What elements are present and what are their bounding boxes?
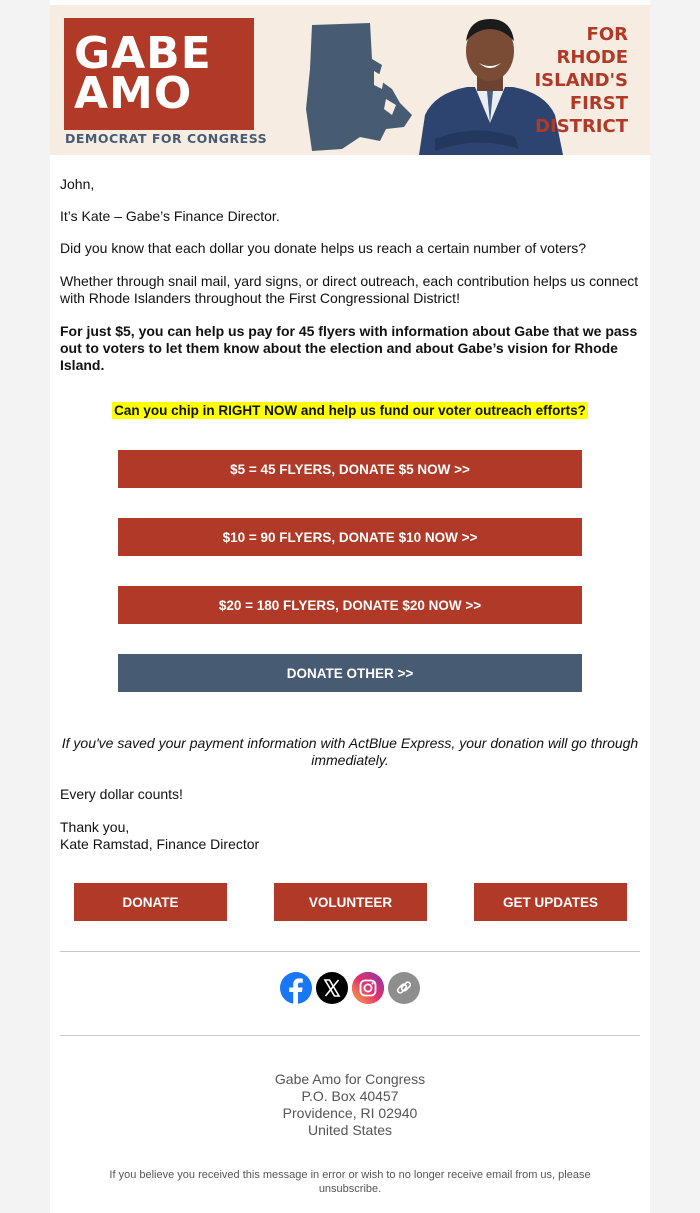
unsubscribe-text[interactable]: If you believe you received this message in error or wish to no longer receive email from us, please unsubscribe.	[109, 1169, 591, 1195]
facebook-icon[interactable]	[280, 972, 312, 1004]
divider-top	[60, 951, 640, 952]
x-icon[interactable]	[316, 972, 348, 1004]
link-icon[interactable]	[388, 972, 420, 1004]
logo-line-2: AMO	[74, 68, 193, 119]
district-line-5: DISTRICT	[535, 116, 628, 137]
highlight-callout	[50, 402, 650, 420]
intro-text: It’s Kate – Gabe’s Finance Director.	[60, 208, 280, 224]
rhode-island-map	[300, 19, 420, 151]
header-banner	[50, 5, 650, 155]
thanks-text: Thank you,	[60, 819, 130, 835]
greeting: John,	[60, 176, 95, 192]
donate-5-button[interactable]: $5 = 45 FLYERS, DONATE $5 NOW >>	[118, 450, 582, 488]
actblue-note: If you've saved your payment information with ActBlue Express, your donation will go through immediately.	[61, 735, 639, 768]
bold-ask-text: For just $5, you can help us pay for 45 flyers with information about Gabe that we pass out to voters to let them know about the election and about Gabe’s vision for Rhode Island.	[60, 323, 638, 373]
district-line-4: FIRST	[569, 93, 628, 114]
donate-button[interactable]: DONATE	[74, 883, 227, 921]
donate-10-button[interactable]: $10 = 90 FLYERS, DONATE $10 NOW >>	[118, 518, 582, 556]
district-line-1: FOR	[586, 24, 628, 45]
district-line-2: RHODE	[556, 47, 628, 68]
volunteer-button[interactable]: VOLUNTEER	[274, 883, 427, 921]
logo-line-1: GABE	[74, 28, 212, 79]
footer-country: United States	[307, 1122, 393, 1138]
logo-subtitle: DEMOCRAT FOR CONGRESS	[65, 131, 268, 146]
get-updates-button[interactable]: GET UPDATES	[474, 883, 627, 921]
footer-po-box: P.O. Box 40457	[301, 1088, 399, 1104]
divider-bottom	[60, 1035, 640, 1036]
highlight-text: Can you chip in RIGHT NOW and help us fund our voter outreach efforts?	[114, 403, 586, 418]
email-body	[50, 0, 650, 1213]
every-dollar-text: Every dollar counts!	[60, 786, 183, 802]
campaign-logo	[64, 18, 254, 130]
donate-20-button[interactable]: $20 = 180 FLYERS, DONATE $20 NOW >>	[118, 586, 582, 624]
donate-other-button[interactable]: DONATE OTHER >>	[118, 654, 582, 692]
signature-text: Kate Ramstad, Finance Director	[60, 836, 260, 852]
outreach-text: Whether through snail mail, yard signs, or direct outreach, each contribution helps us connect with Rhode Islanders throughout the First Congressional District!	[60, 273, 639, 306]
district-line-3: ISLAND'S	[534, 70, 628, 91]
question-text: Did you know that each dollar you donate helps us reach a certain number of voters?	[60, 240, 587, 256]
footer-org: Gabe Amo for Congress	[274, 1071, 426, 1087]
instagram-icon[interactable]	[352, 972, 384, 1004]
district-title	[534, 23, 628, 138]
footer-city: Providence, RI 02940	[282, 1105, 418, 1121]
